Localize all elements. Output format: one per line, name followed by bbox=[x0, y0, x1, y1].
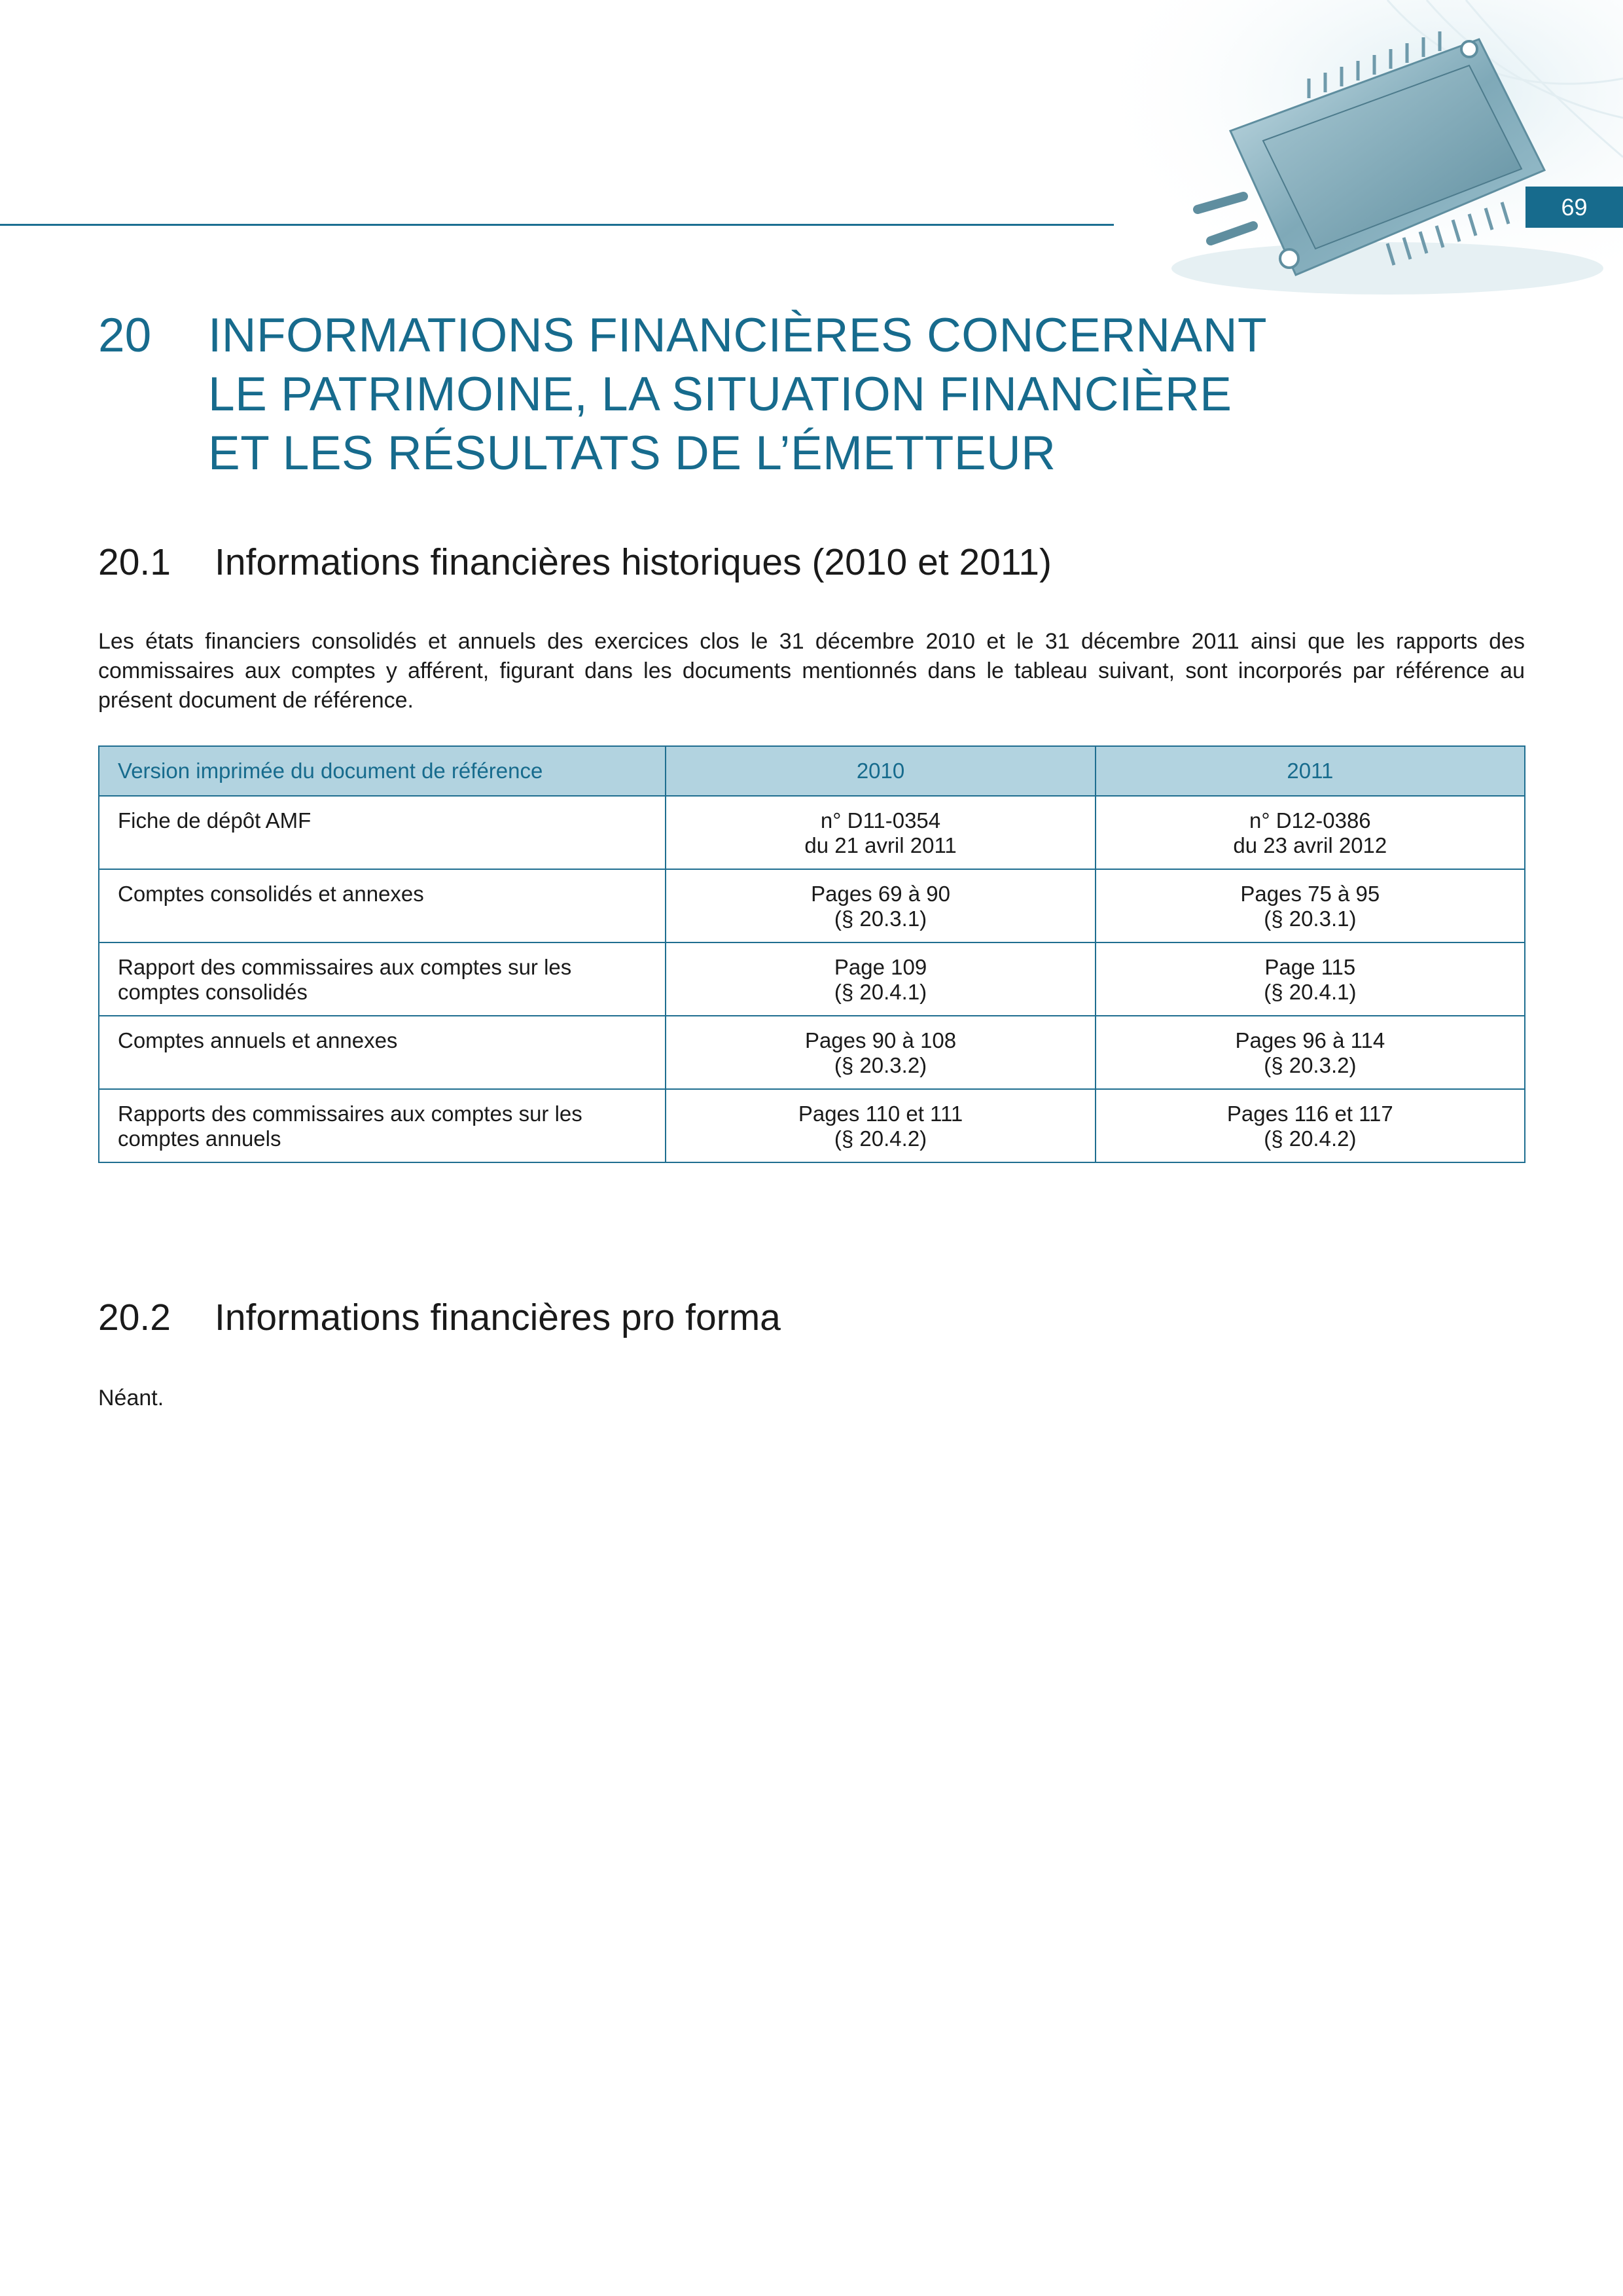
cell-line: du 21 avril 2011 bbox=[804, 833, 957, 857]
cell-line: (§ 20.3.1) bbox=[1264, 906, 1357, 931]
table-row bbox=[99, 942, 1525, 1016]
cell-2010 bbox=[666, 869, 1095, 942]
section-heading-20-2 bbox=[98, 1295, 781, 1340]
cell-2011 bbox=[1096, 942, 1525, 1016]
table-row bbox=[99, 796, 1525, 869]
cell-2011 bbox=[1096, 1089, 1525, 1162]
table-header-cell: 2010 bbox=[666, 746, 1095, 796]
table-row bbox=[99, 1089, 1525, 1162]
row-label: Rapport des commissaires aux comptes sur les comptes consolidés bbox=[99, 942, 666, 1016]
section-title: Informations financières historiques (2010 et 2011) bbox=[215, 541, 1052, 583]
section-heading-20-1 bbox=[98, 539, 1052, 585]
cell-2011 bbox=[1096, 796, 1525, 869]
cell-line: Pages 110 et 111 bbox=[798, 1102, 963, 1126]
cell-line: Pages 116 et 117 bbox=[1226, 1102, 1393, 1126]
row-label: Rapports des commissaires aux comptes sur les comptes annuels bbox=[99, 1089, 666, 1162]
table-row bbox=[99, 869, 1525, 942]
cell-line: Pages 96 à 114 bbox=[1235, 1028, 1385, 1052]
cell-line: (§ 20.4.1) bbox=[834, 980, 927, 1004]
cell-line: n° D11-0354 bbox=[820, 808, 941, 833]
chapter-title bbox=[208, 306, 1386, 483]
cell-line: Page 115 bbox=[1264, 955, 1356, 979]
cell-2011 bbox=[1096, 869, 1525, 942]
section-paragraph: Les états financiers consolidés et annuels des exercices clos le 31 décembre 2010 et le 31 décembre 2011 ainsi que les rapports des commissaires aux comptes y afférent, figurant dans les documents mentionnés dans le tableau suivant, sont incorporés par référence au présent document de référence. bbox=[98, 629, 1525, 713]
header-rule bbox=[0, 224, 1114, 226]
table-header-cell: Version imprimée du document de référence bbox=[99, 746, 666, 796]
cell-line: (§ 20.4.2) bbox=[1264, 1126, 1357, 1151]
table-row bbox=[99, 1016, 1525, 1089]
chapter-title-line: INFORMATIONS FINANCIÈRES CONCERNANT bbox=[208, 309, 1268, 362]
section-number: 20.2 bbox=[98, 1297, 171, 1338]
cell-line: n° D12-0386 bbox=[1249, 808, 1371, 833]
cell-2010 bbox=[666, 1089, 1095, 1162]
page-number: 69 bbox=[1525, 187, 1623, 228]
row-label: Fiche de dépôt AMF bbox=[99, 796, 666, 869]
section-paragraph: Néant. bbox=[98, 1386, 164, 1410]
section-title: Informations financières pro forma bbox=[215, 1297, 781, 1338]
cell-line: Pages 75 à 95 bbox=[1240, 882, 1380, 906]
cell-line: (§ 20.4.2) bbox=[834, 1126, 927, 1151]
cell-line: Page 109 bbox=[834, 955, 927, 979]
cell-line: (§ 20.3.2) bbox=[1264, 1053, 1357, 1077]
cell-line: (§ 20.3.2) bbox=[834, 1053, 927, 1077]
chapter-title-line: LE PATRIMOINE, LA SITUATION FINANCIÈRE bbox=[208, 368, 1232, 421]
chapter-title-line: ET LES RÉSULTATS DE L’ÉMETTEUR bbox=[208, 427, 1056, 480]
cell-2010 bbox=[666, 796, 1095, 869]
row-label: Comptes annuels et annexes bbox=[99, 1016, 666, 1089]
cell-2011 bbox=[1096, 1016, 1525, 1089]
cell-line: (§ 20.4.1) bbox=[1264, 980, 1357, 1004]
chapter-number: 20 bbox=[98, 309, 152, 362]
cell-line: Pages 69 à 90 bbox=[811, 882, 950, 906]
cell-2010 bbox=[666, 1016, 1095, 1089]
reference-table bbox=[98, 745, 1525, 1163]
cell-line: Pages 90 à 108 bbox=[804, 1028, 957, 1052]
cell-line: (§ 20.3.1) bbox=[834, 906, 927, 931]
row-label: Comptes consolidés et annexes bbox=[99, 869, 666, 942]
electronic-component-illustration bbox=[1113, 0, 1623, 308]
section-number: 20.1 bbox=[98, 541, 171, 583]
cell-line: du 23 avril 2012 bbox=[1233, 833, 1387, 857]
cell-2010 bbox=[666, 942, 1095, 1016]
table-header-row bbox=[99, 746, 1525, 796]
table-header-cell: 2011 bbox=[1096, 746, 1525, 796]
